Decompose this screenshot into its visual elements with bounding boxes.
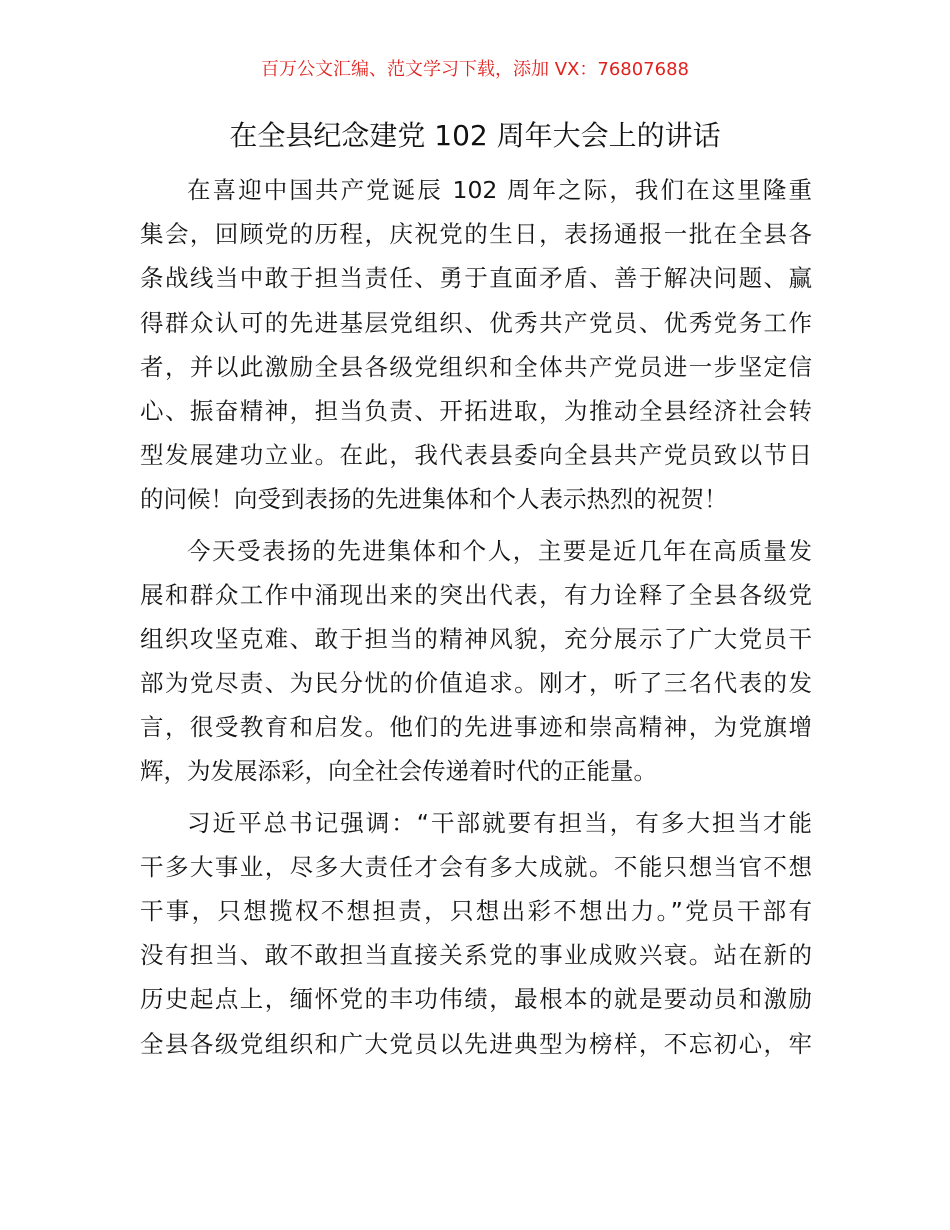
document-title: 在全县纪念建党 102 周年大会上的讲话 xyxy=(229,119,721,152)
text-line: 型发展建功立业。在此，我代表县委向全县共产党员致以节日 xyxy=(140,441,812,470)
text-line: 历史起点上，缅怀党的丰功伟绩，最根本的就是要动员和激励 xyxy=(140,985,812,1014)
text-line: 言，很受教育和启发。他们的先进事迹和崇高精神，为党旗增 xyxy=(140,713,812,742)
text-line: 今天受表扬的先进集体和个人，主要是近几年在高质量发 xyxy=(187,536,812,565)
text-line: 部为党尽责、为民分忧的价值追求。刚才，听了三名代表的发 xyxy=(140,669,812,698)
text-line: 在喜迎中国共产党诞辰 102 周年之际，我们在这里隆重 xyxy=(187,176,812,204)
text-line: 辉，为发展添彩，向全社会传递着时代的正能量。 xyxy=(140,757,657,786)
paragraph-1 xyxy=(140,171,812,525)
text-line: 没有担当、敢不敢担当直接关系党的事业成败兴衰。站在新的 xyxy=(140,941,812,970)
text-line: 条战线当中敢于担当责任、勇于直面矛盾、善于解决问题、赢 xyxy=(140,264,812,293)
text-line: 集会，回顾党的历程，庆祝党的生日，表扬通报一批在全县各 xyxy=(140,220,812,249)
text-line: 心、振奋精神，担当负责、开拓进取，为推动全县经济社会转 xyxy=(140,396,812,425)
text-line: 展和群众工作中涌现出来的突出代表，有力诠释了全县各级党 xyxy=(140,580,812,609)
document-body xyxy=(140,171,812,1076)
text-line: 干事，只想揽权不想担责，只想出彩不想出力。”党员干部有 xyxy=(140,897,812,925)
text-line: 得群众认可的先进基层党组织、优秀共产党员、优秀党务工作 xyxy=(140,308,812,337)
text-line: 全县各级党组织和广大党员以先进典型为榜样，不忘初心，牢 xyxy=(140,1029,812,1058)
text-line: 组织攻坚克难、敢于担当的精神风貌，充分展示了广大党员干 xyxy=(140,624,812,653)
paragraph-2 xyxy=(140,532,812,797)
text-line: 干多大事业，尽多大责任才会有多大成就。不能只想当官不想 xyxy=(140,852,812,881)
text-line: 者，并以此激励全县各级党组织和全体共产党员进一步坚定信 xyxy=(140,352,812,381)
header-note: 百万公文汇编、范文学习下载，添加 VX：76807688 xyxy=(261,59,689,80)
text-line: 的问候！向受到表扬的先进集体和个人表示热烈的祝贺！ xyxy=(140,485,728,514)
paragraph-3 xyxy=(140,804,812,1069)
text-line: 习近平总书记强调：“干部就要有担当，有多大担当才能 xyxy=(187,808,812,837)
